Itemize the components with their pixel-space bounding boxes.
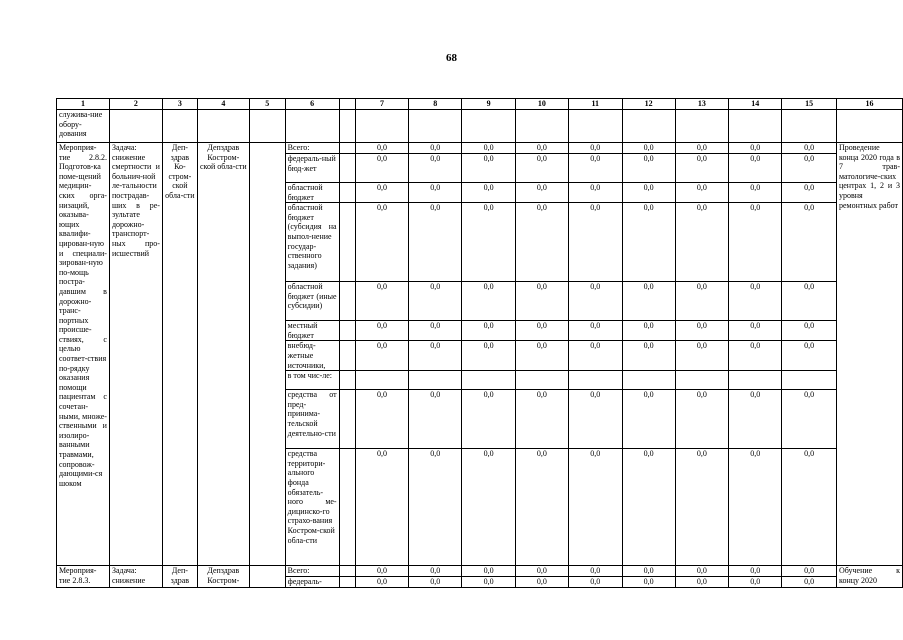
value-cell: 0,0 — [462, 203, 516, 282]
value-cell: 0,0 — [568, 566, 622, 577]
header-cell — [339, 99, 355, 110]
value-cell: 0,0 — [516, 282, 569, 321]
value-cell: 0,0 — [355, 341, 409, 371]
empty-cell — [355, 110, 409, 143]
value-cell: 0,0 — [462, 566, 516, 577]
value-cell: 0,0 — [729, 183, 782, 203]
value-cell: 0,0 — [782, 183, 837, 203]
value-cell: 0,0 — [568, 282, 622, 321]
empty-cell — [622, 110, 675, 143]
measure-task: Задача: снижение — [109, 566, 162, 588]
value-cell — [622, 371, 675, 390]
value-cell: 0,0 — [568, 321, 622, 341]
value-cell: 0,0 — [462, 183, 516, 203]
value-cell: 0,0 — [355, 282, 409, 321]
value-cell: 0,0 — [462, 282, 516, 321]
header-cell: 6 — [285, 99, 339, 110]
value-cell: 0,0 — [462, 449, 516, 566]
value-cell: 0,0 — [622, 203, 675, 282]
value-cell — [516, 371, 569, 390]
header-cell: 11 — [568, 99, 622, 110]
value-cell: 0,0 — [462, 390, 516, 449]
value-cell: 0,0 — [675, 203, 729, 282]
value-cell: 0,0 — [622, 449, 675, 566]
value-cell: 0,0 — [568, 449, 622, 566]
empty-cell — [516, 110, 569, 143]
header-cell: 3 — [162, 99, 197, 110]
value-cell: 0,0 — [782, 282, 837, 321]
value-cell: 0,0 — [462, 154, 516, 183]
value-cell: 0,0 — [355, 154, 409, 183]
empty-cell — [249, 110, 285, 143]
value-cell: 0,0 — [622, 154, 675, 183]
value-cell: 0,0 — [409, 566, 462, 577]
header-cell: 16 — [836, 99, 902, 110]
value-cell: 0,0 — [355, 203, 409, 282]
empty-cell — [162, 110, 197, 143]
header-cell: 10 — [516, 99, 569, 110]
value-cell: 0,0 — [568, 341, 622, 371]
value-cell: 0,0 — [782, 203, 837, 282]
empty-cell — [285, 110, 339, 143]
spacer-cell — [339, 143, 355, 154]
value-cell: 0,0 — [462, 341, 516, 371]
measure-executor: Деп-здрав Ко-стром-ской обла-сти — [162, 143, 197, 566]
value-cell: 0,0 — [675, 390, 729, 449]
value-cell: 0,0 — [729, 577, 782, 588]
spacer-cell — [339, 577, 355, 588]
empty-cell — [339, 110, 355, 143]
empty-cell — [836, 110, 902, 143]
value-cell: 0,0 — [622, 183, 675, 203]
funding-source: средства территори-ального фонда обязатель-ного ме-дицинско-го страхо-вания Костром-ской обла-сти — [285, 449, 339, 566]
value-cell — [729, 371, 782, 390]
funding-source: областной бюджет (субсидия на выпол-нение государ-ственного задания) — [285, 203, 339, 282]
value-cell: 0,0 — [729, 449, 782, 566]
spacer-cell — [339, 183, 355, 203]
funding-source: в том чис-ле: — [285, 371, 339, 390]
value-cell: 0,0 — [622, 282, 675, 321]
empty-cell — [197, 110, 249, 143]
value-cell: 0,0 — [516, 449, 569, 566]
value-cell: 0,0 — [516, 321, 569, 341]
value-cell: 0,0 — [729, 282, 782, 321]
value-cell: 0,0 — [729, 203, 782, 282]
value-cell: 0,0 — [729, 341, 782, 371]
value-cell: 0,0 — [355, 449, 409, 566]
measure-empty-col5 — [249, 143, 285, 566]
value-cell: 0,0 — [782, 449, 837, 566]
value-cell: 0,0 — [622, 143, 675, 154]
value-cell: 0,0 — [409, 203, 462, 282]
funding-source: Всего: — [285, 143, 339, 154]
value-cell: 0,0 — [409, 341, 462, 371]
value-cell — [568, 371, 622, 390]
value-cell: 0,0 — [675, 143, 729, 154]
value-cell: 0,0 — [568, 143, 622, 154]
empty-cell — [675, 110, 729, 143]
spacer-cell — [339, 449, 355, 566]
spacer-cell — [339, 371, 355, 390]
value-cell: 0,0 — [355, 577, 409, 588]
value-cell: 0,0 — [675, 183, 729, 203]
value-cell: 0,0 — [516, 154, 569, 183]
value-cell: 0,0 — [355, 566, 409, 577]
value-cell: 0,0 — [516, 577, 569, 588]
value-cell: 0,0 — [622, 341, 675, 371]
value-cell: 0,0 — [675, 577, 729, 588]
header-cell: 13 — [675, 99, 729, 110]
empty-cell — [462, 110, 516, 143]
funding-source: внебюд-жетные источники, — [285, 341, 339, 371]
value-cell: 0,0 — [568, 183, 622, 203]
funding-source: федераль-ный бюд-жет — [285, 154, 339, 183]
measure-name: Мероприя-тие 2.8.2. Подготов-ка поме-щений медицин-ских орга-низаций, оказыва-ющих квалифи-цирован-ную и специали-зирован-ную по-мощь постра-давшим в дорожно-транс-портных происше-ствиях, с целью соответ-ствия по-рядку оказания помощи пациентам с сочетан-ными, множе-ственными и изолиро-ванными травмами, сопровож-дающими-ся шоком — [57, 143, 110, 566]
empty-cell — [782, 110, 837, 143]
header-cell: 8 — [409, 99, 462, 110]
value-cell: 0,0 — [782, 143, 837, 154]
value-cell: 0,0 — [462, 321, 516, 341]
header-cell: 4 — [197, 99, 249, 110]
value-cell — [355, 371, 409, 390]
value-cell: 0,0 — [409, 154, 462, 183]
value-cell: 0,0 — [675, 566, 729, 577]
header-cell: 1 — [57, 99, 110, 110]
empty-cell — [568, 110, 622, 143]
spacer-cell — [339, 321, 355, 341]
measure-task: Задача: снижение смертности и больнич-ной ле-тальности пострадав-ших в ре-зультате дорожно-транспорт-ных про-исшествий — [109, 143, 162, 566]
spacer-cell — [339, 566, 355, 577]
header-cell: 15 — [782, 99, 837, 110]
header-cell: 9 — [462, 99, 516, 110]
value-cell: 0,0 — [516, 390, 569, 449]
header-cell: 5 — [249, 99, 285, 110]
spacer-cell — [339, 154, 355, 183]
spacer-cell — [339, 282, 355, 321]
value-cell: 0,0 — [355, 183, 409, 203]
value-cell: 0,0 — [568, 154, 622, 183]
m283-row — [57, 566, 903, 577]
value-cell: 0,0 — [729, 321, 782, 341]
funding-source: средства от пред-принима-тельской деятельно-сти — [285, 390, 339, 449]
value-cell: 0,0 — [729, 566, 782, 577]
measure-result: Обучение к концу 2020 — [836, 566, 902, 588]
value-cell: 0,0 — [409, 282, 462, 321]
value-cell: 0,0 — [675, 282, 729, 321]
measure-name: Мероприя-тие 2.8.3. — [57, 566, 110, 588]
m282-row — [57, 143, 903, 154]
empty-cell — [109, 110, 162, 143]
value-cell — [462, 371, 516, 390]
value-cell: 0,0 — [409, 390, 462, 449]
empty-cell — [729, 110, 782, 143]
value-cell: 0,0 — [355, 143, 409, 154]
value-cell: 0,0 — [516, 566, 569, 577]
value-cell: 0,0 — [409, 577, 462, 588]
measure-executor: Деп-здрав — [162, 566, 197, 588]
value-cell: 0,0 — [729, 390, 782, 449]
value-cell: 0,0 — [409, 449, 462, 566]
measure-coexecutor: Депздрав Костром- — [197, 566, 249, 588]
measure-result: Проведение конца 2020 года в 7 трав-матологиче-ских центрах 1, 2 и 3 уровня ремонтных работ — [836, 143, 902, 566]
value-cell: 0,0 — [782, 566, 837, 577]
empty-cell — [409, 110, 462, 143]
value-cell: 0,0 — [462, 577, 516, 588]
header-cell: 12 — [622, 99, 675, 110]
value-cell: 0,0 — [782, 154, 837, 183]
value-cell: 0,0 — [355, 390, 409, 449]
value-cell: 0,0 — [516, 183, 569, 203]
value-cell: 0,0 — [622, 390, 675, 449]
value-cell: 0,0 — [409, 321, 462, 341]
value-cell — [675, 371, 729, 390]
measure-coexecutor: Депздрав Костром-ской обла-сти — [197, 143, 249, 566]
spacer-cell — [339, 203, 355, 282]
funding-source: Всего: — [285, 566, 339, 577]
page-number: 68 — [446, 52, 457, 64]
value-cell: 0,0 — [568, 203, 622, 282]
value-cell: 0,0 — [675, 341, 729, 371]
value-cell — [409, 371, 462, 390]
value-cell: 0,0 — [782, 341, 837, 371]
value-cell: 0,0 — [409, 183, 462, 203]
value-cell: 0,0 — [409, 143, 462, 154]
value-cell: 0,0 — [782, 321, 837, 341]
funding-source: федераль- — [285, 577, 339, 588]
value-cell: 0,0 — [782, 390, 837, 449]
funding-source: областной бюджет (иные субсидии) — [285, 282, 339, 321]
value-cell: 0,0 — [622, 566, 675, 577]
measure-empty-col5 — [249, 566, 285, 588]
value-cell: 0,0 — [516, 341, 569, 371]
header-row — [57, 99, 903, 110]
header-cell: 7 — [355, 99, 409, 110]
value-cell: 0,0 — [462, 143, 516, 154]
value-cell: 0,0 — [355, 321, 409, 341]
value-cell: 0,0 — [568, 390, 622, 449]
funding-source: областной бюджет — [285, 183, 339, 203]
value-cell: 0,0 — [622, 577, 675, 588]
value-cell: 0,0 — [782, 577, 837, 588]
header-cell: 14 — [729, 99, 782, 110]
value-cell: 0,0 — [675, 449, 729, 566]
value-cell: 0,0 — [622, 321, 675, 341]
value-cell — [782, 371, 837, 390]
spacer-cell — [339, 390, 355, 449]
value-cell: 0,0 — [516, 143, 569, 154]
value-cell: 0,0 — [516, 203, 569, 282]
header-cell: 2 — [109, 99, 162, 110]
value-cell: 0,0 — [729, 143, 782, 154]
carry-name: служива-ние обору-дования — [57, 110, 110, 143]
value-cell: 0,0 — [568, 577, 622, 588]
value-cell: 0,0 — [675, 154, 729, 183]
carry-row — [57, 110, 903, 143]
value-cell: 0,0 — [675, 321, 729, 341]
value-cell: 0,0 — [729, 154, 782, 183]
funding-source: местный бюджет — [285, 321, 339, 341]
spacer-cell — [339, 341, 355, 371]
budget-table — [56, 98, 903, 588]
